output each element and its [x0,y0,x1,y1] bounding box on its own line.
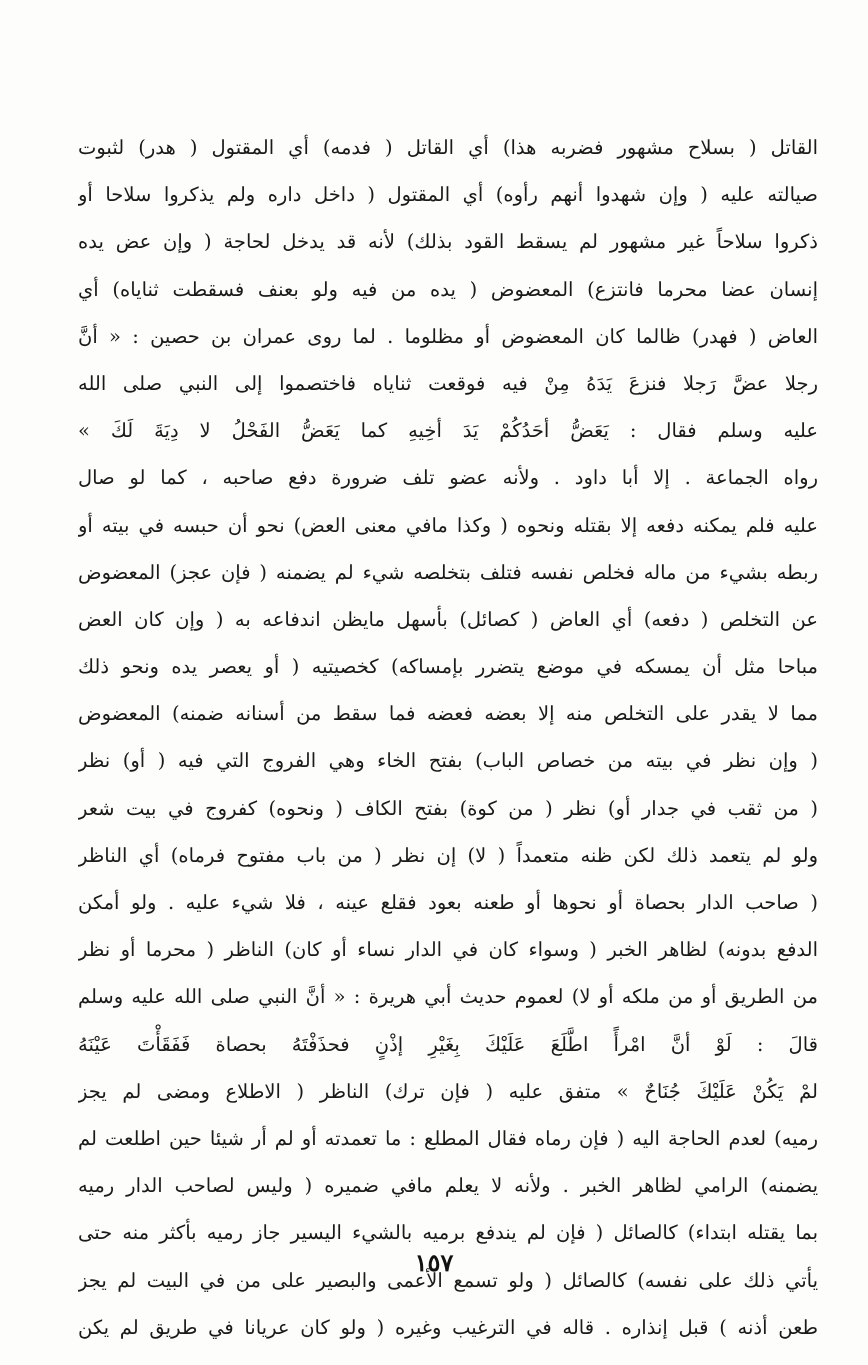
text-line: مباحا مثل أن يمسكه في موضع يتضرر بإمساكه) كخصيتيه ( أو يعصر يده ونحو ذلك [78,655,818,679]
text-line: طعن أذنه ) قبل إنذاره . قاله في الترغيب وغيره ( ولو كان عريانا في طريق لم يكن [78,1315,818,1339]
text-line: بما يقتله ابتداء) كالصائل ( فإن لم يندفع برميه بالشيء اليسير جاز رميه بأكثر منه حتى [78,1221,818,1245]
text-line: ( وإن نظر في بيته من خصاص الباب) بفتح الخاء وهي الفروج التي فيه ( أو) نظر [78,749,818,773]
text-line: القاتل ( بسلاح مشهور فضربه هذا) أي القاتل ( فدمه) أي المقتول ( هدر) لثبوت [78,136,818,159]
text-line: رواه الجماعة . إلا أبا داود . ولأنه عضو تلف ضرورة دفع صاحبه ، كما لو صال [78,466,818,490]
text-line: ( صاحب الدار بحصاة أو نحوها أو طعنه بعود فقلع عينه ، فلا شيء عليه . ولو أمكن [78,891,818,914]
text-line: من الطريق أو من ملكه أو لا) لعموم حديث أبي هريرة : « أنَّ النبي صلى الله عليه وسلم [78,985,818,1009]
text-line: لمْ يَكُنْ عَلَيْكَ جُنَاحٌ » متفق عليه ( فإن ترك) الناظر ( الاطلاع ومضى لم يجز [78,1079,818,1103]
text-line: رجلا عضَّ رَجلا فنزعَ يَدَهُ مِنْ فيه فوقعت ثناياه فاختصموا إلى النبي صلى الله [78,371,818,395]
text-line: عليه فلم يمكنه دفعه إلا بقتله ونحوه ( وكذا مافي معنى العض) نحو أن حبسه في بيته أو [78,513,818,537]
body-text [78,124,818,1351]
text-line: إنسان عضا محرما فانتزع) المعضوض ( يده من فيه ولو بعنف فسقطت ثناياه) أي [78,277,818,301]
text-line: قالَ : لَوْ أنَّ امْرأً اطَّلَعَ عَلَيْكَ بِغَيْرِ إذْنٍ فحذَفْتَهُ بحصاة فَفَقَأْتَ عَيْنَهُ [78,1032,818,1056]
text-line: صيالته عليه ( وإن شهدوا أنهم رأوه) أي المقتول ( داخل داره ولم يذكروا سلاحا أو [78,183,818,207]
page-number: ١٥٧ [414,1248,454,1277]
text-line: عليه وسلم فقال : يَعَضُّ أحَدُكُمْ يَدَ أخِيهِ كما يَعَضُّ الفَحْلُ لا دِيَةَ لَكَ » [78,419,818,443]
text-line: عن التخلص ( دفعه) أي العاض ( كصائل) بأسهل مايظن اندفاعه به ( وإن كان العض [78,607,818,631]
text-line: الدفع بدونه) لظاهر الخبر ( وسواء كان في الدار نساء أو كان) الناظر ( محرما أو نظر [78,938,818,962]
text-line: مما لا يقدر على التخلص منه إلا بعضه فعضه فما سقط من أسنانه ضمنه) المعضوض [78,702,818,726]
text-line: ربطه بشيء من ماله فخلص نفسه فتلف بتخلصه شيء لم يضمنه ( فإن عجز) المعضوض [78,560,818,584]
text-line: ( من ثقب في جدار أو) نظر ( من كوة) بفتح الكاف ( ونحوه) كفروج في بيت شعر [78,796,818,820]
text-line: ذكروا سلاحاً غير مشهور لم يسقط القود بذلك) لأنه قد يدخل لحاجة ( وإن عض يده [78,230,818,254]
text-line: رميه) لعدم الحاجة اليه ( فإن رماه فقال المطلع : ما تعمدته أو لم أر شيئا حين اطلعت لم [78,1126,818,1150]
text-line: العاض ( فهدر) ظالما كان المعضوض أو مظلوما . لما روى عمران بن حصين : « أنَّ [78,324,818,348]
text-line: ولو لم يتعمد ذلك لكن ظنه متعمداً ( لا) إن نظر ( من باب مفتوح فرماه) أي الناظر [78,843,818,867]
text-line: يضمنه) الرامي لظاهر الخبر . ولأنه لا يعلم مافي ضميره ( وليس لصاحب الدار رميه [78,1174,818,1198]
text-line: يأتي ذلك على نفسه) كالصائل ( ولو تسمع الأعمى والبصير على من في البيت لم يجز [78,1268,818,1292]
